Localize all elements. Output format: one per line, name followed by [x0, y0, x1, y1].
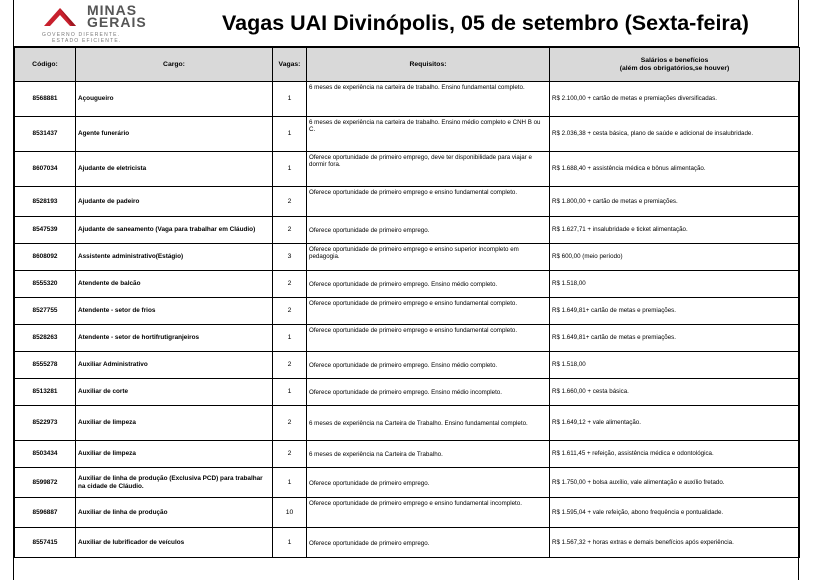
- table-row: [15, 217, 800, 244]
- cell-cargo: Agente funerário: [76, 117, 273, 152]
- cell-salario: R$ 1.611,45 + refeição, assistência médica e odontológica.: [550, 441, 800, 468]
- cell-vagas: 2: [273, 298, 307, 325]
- header-salarios-line2: (além dos obrigatórios,se houver): [619, 64, 730, 72]
- cell-vagas: 2: [273, 271, 307, 298]
- mountain-logo-icon: [42, 4, 78, 28]
- cell-cargo: Atendente - setor de frios: [76, 298, 273, 325]
- cell-salario: R$ 1.750,00 + bolsa auxílio, vale alimentação e auxílio fretado.: [550, 468, 800, 498]
- cell-codigo: 8555320: [15, 271, 76, 298]
- cell-codigo: 8547539: [15, 217, 76, 244]
- cell-cargo: Auxiliar de linha de produção (Exclusiva PCD) para trabalhar na cidade de Cláudio.: [76, 468, 273, 498]
- header-salarios-line1: Salários e benefícios: [640, 57, 709, 65]
- cell-cargo: Auxiliar de limpeza: [76, 406, 273, 441]
- cell-vagas: 2: [273, 441, 307, 468]
- table-row: [15, 82, 800, 117]
- cell-codigo: 8599872: [15, 468, 76, 498]
- cell-requisitos: 6 meses de experiência na carteira de trabalho. Ensino fundamental completo.: [307, 82, 550, 117]
- cell-requisitos: Oferece oportunidade de primeiro emprego. Ensino médio completo.: [307, 271, 550, 298]
- cell-requisitos: Oferece oportunidade de primeiro emprego e ensino fundamental incompleto.: [307, 498, 550, 528]
- cell-codigo: 8527755: [15, 298, 76, 325]
- cell-vagas: 1: [273, 379, 307, 406]
- cell-codigo: 8528263: [15, 325, 76, 352]
- cell-codigo: 8522973: [15, 406, 76, 441]
- logo-word-gerais: GERAIS: [87, 14, 147, 30]
- cell-requisitos: Oferece oportunidade de primeiro emprego e ensino fundamental completo.: [307, 325, 550, 352]
- document-header: [14, 0, 798, 47]
- cell-codigo: 8503434: [15, 441, 76, 468]
- cell-vagas: 1: [273, 528, 307, 558]
- cell-codigo: 8596887: [15, 498, 76, 528]
- cell-salario: R$ 1.649,81+ cartão de metas e premiações.: [550, 298, 800, 325]
- cell-salario: R$ 600,00 (meio período): [550, 244, 800, 271]
- vacancies-table: [14, 47, 800, 558]
- cell-salario: R$ 1.649,12 + vale alimentação.: [550, 406, 800, 441]
- cell-cargo: Atendente - setor de hortifrutigranjeiros: [76, 325, 273, 352]
- cell-cargo: Auxiliar Administrativo: [76, 352, 273, 379]
- table-row: [15, 271, 800, 298]
- cell-cargo: Auxiliar de corte: [76, 379, 273, 406]
- header-requisitos: Requisitos:: [307, 48, 550, 82]
- header-cargo: Cargo:: [76, 48, 273, 82]
- cell-vagas: 1: [273, 82, 307, 117]
- cell-codigo: 8557415: [15, 528, 76, 558]
- table-row: [15, 298, 800, 325]
- header-vagas: Vagas:: [273, 48, 307, 82]
- cell-cargo: Assistente administrativo(Estágio): [76, 244, 273, 271]
- cell-requisitos: Oferece oportunidade de primeiro emprego e ensino superior incompleto em pedagogia.: [307, 244, 550, 271]
- cell-codigo: 8608092: [15, 244, 76, 271]
- cell-cargo: Ajudante de eletricista: [76, 152, 273, 187]
- cell-codigo: 8568881: [15, 82, 76, 117]
- cell-salario: R$ 1.649,81+ cartão de metas e premiações.: [550, 325, 800, 352]
- table-row: [15, 187, 800, 217]
- cell-vagas: 2: [273, 217, 307, 244]
- cell-requisitos: 6 meses de experiência na Carteira de Trabalho. Ensino fundamental completo.: [307, 406, 550, 441]
- table-row: [15, 352, 800, 379]
- table-row: [15, 528, 800, 558]
- cell-salario: R$ 1.688,40 + assistência médica e bônus alimentação.: [550, 152, 800, 187]
- cell-codigo: 8607034: [15, 152, 76, 187]
- cell-vagas: 1: [273, 152, 307, 187]
- cell-vagas: 1: [273, 468, 307, 498]
- cell-vagas: 3: [273, 244, 307, 271]
- cell-cargo: Auxiliar de limpeza: [76, 441, 273, 468]
- cell-vagas: 1: [273, 325, 307, 352]
- logo-tagline-2: ESTADO EFICIENTE.: [52, 38, 122, 44]
- cell-salario: R$ 1.595,04 + vale refeição, abono frequência e pontualidade.: [550, 498, 800, 528]
- cell-cargo: Açougueiro: [76, 82, 273, 117]
- cell-cargo: Auxiliar de lubrificador de veículos: [76, 528, 273, 558]
- cell-salario: R$ 1.567,32 + horas extras e demais benefícios após experiência.: [550, 528, 800, 558]
- cell-requisitos: Oferece oportunidade de primeiro emprego. Ensino médio incompleto.: [307, 379, 550, 406]
- cell-vagas: 2: [273, 352, 307, 379]
- cell-codigo: 8555278: [15, 352, 76, 379]
- cell-requisitos: 6 meses de experiência na carteira de trabalho. Ensino médio completo e CNH B ou C.: [307, 117, 550, 152]
- cell-requisitos: Oferece oportunidade de primeiro emprego e ensino fundamental completo.: [307, 187, 550, 217]
- page-title: Vagas UAI Divinópolis, 05 de setembro (Sexta-feira): [222, 11, 749, 35]
- table-row: [15, 152, 800, 187]
- cell-salario: R$ 1.660,00 + cesta básica.: [550, 379, 800, 406]
- header-salarios: [550, 48, 800, 82]
- cell-salario: R$ 1.627,71 + insalubridade e ticket alimentação.: [550, 217, 800, 244]
- cell-codigo: 8528193: [15, 187, 76, 217]
- cell-requisitos: Oferece oportunidade de primeiro emprego e ensino fundamental completo.: [307, 298, 550, 325]
- table-header-row: [15, 48, 800, 82]
- table-row: [15, 441, 800, 468]
- cell-requisitos: Oferece oportunidade de primeiro emprego.: [307, 468, 550, 498]
- document-sheet: [13, 0, 799, 580]
- cell-requisitos: Oferece oportunidade de primeiro emprego, deve ter disponibilidade para viajar e dormir fora.: [307, 152, 550, 187]
- cell-requisitos: Oferece oportunidade de primeiro emprego. Ensino médio completo.: [307, 352, 550, 379]
- cell-vagas: 2: [273, 187, 307, 217]
- table-row: [15, 406, 800, 441]
- table-row: [15, 117, 800, 152]
- cell-cargo: Auxiliar de linha de produção: [76, 498, 273, 528]
- cell-vagas: 2: [273, 406, 307, 441]
- table-row: [15, 379, 800, 406]
- cell-salario: R$ 1.518,00: [550, 271, 800, 298]
- cell-cargo: Ajudante de padeiro: [76, 187, 273, 217]
- table-row: [15, 468, 800, 498]
- table-row: [15, 325, 800, 352]
- table-row: [15, 244, 800, 271]
- cell-salario: R$ 1.800,00 + cartão de metas e premiações.: [550, 187, 800, 217]
- logo-word-minas: MINAS: [87, 2, 138, 18]
- cell-vagas: 10: [273, 498, 307, 528]
- minas-gerais-logo: [42, 3, 192, 43]
- cell-salario: R$ 2.036,38 + cesta básica, plano de saúde e adicional de insalubridade.: [550, 117, 800, 152]
- cell-cargo: Ajudante de saneamento (Vaga para trabalhar em Cláudio): [76, 217, 273, 244]
- cell-requisitos: Oferece oportunidade de primeiro emprego.: [307, 528, 550, 558]
- cell-requisitos: 6 meses de experiência na Carteira de Trabalho.: [307, 441, 550, 468]
- cell-cargo: Atendente de balcão: [76, 271, 273, 298]
- cell-codigo: 8531437: [15, 117, 76, 152]
- cell-codigo: 8513281: [15, 379, 76, 406]
- table-row: [15, 498, 800, 528]
- cell-vagas: 1: [273, 117, 307, 152]
- header-codigo: Código:: [15, 48, 76, 82]
- cell-salario: R$ 1.518,00: [550, 352, 800, 379]
- cell-requisitos: Oferece oportunidade de primeiro emprego.: [307, 217, 550, 244]
- cell-salario: R$ 2.100,00 + cartão de metas e premiações diversificadas.: [550, 82, 800, 117]
- logo-tagline-1: GOVERNO DIFERENTE.: [42, 32, 121, 38]
